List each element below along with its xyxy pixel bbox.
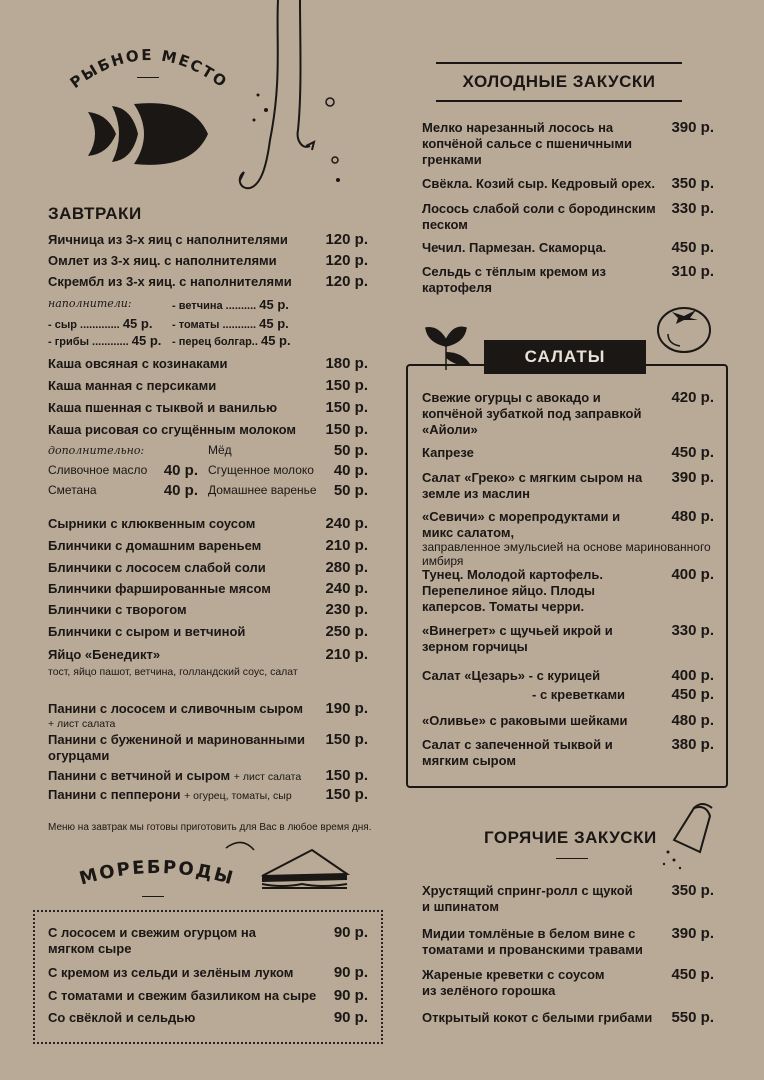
brand-arc-text [64, 36, 234, 96]
menu-item: Скрембл из 3-х яиц. с наполнителями 120 р. [48, 273, 368, 290]
extra-item: Мёд 50 р. [208, 442, 368, 459]
menu-item: Блинчики с сыром и ветчиной 250 р. [48, 623, 368, 640]
menu-item: Мелко нарезанный лосось на копчёной сальсе с пшеничными гренками 390 р. [422, 119, 714, 167]
breakfast-title: ЗАВТРАКИ [48, 204, 142, 223]
menu-item: Салат «Греко» с мягким сыром на земле из маслин 390 р. [422, 469, 714, 501]
menu-item: Панини с лососем и сливочным сыром 190 р. [48, 700, 368, 717]
menu-item: Салат с запеченной тыквой и мягким сыром 380 р. [422, 736, 714, 768]
salads-title: САЛАТЫ [524, 347, 606, 366]
menu-item: Панини с бужениной и маринованными огурцами 150 р. [48, 731, 368, 763]
extra-item: Сгущенное молоко 40 р. [208, 462, 368, 479]
menu-item: С лососем и свежим огурцом на мягком сыре 90 р. [48, 924, 368, 956]
cold-title-box [436, 62, 682, 102]
menu-item: Открытый кокот с белыми грибами 550 р. [422, 1009, 714, 1026]
menu-item: - с креветками 450 р. [532, 686, 714, 703]
menu-item: Яйцо «Бенедикт» 210 р. [48, 646, 368, 663]
menu-item: Со свёклой и сельдью 90 р. [48, 1009, 368, 1026]
menu-item: «Винегрет» с щучьей икрой и зерном горчицы 330 р. [422, 622, 714, 654]
menu-item: Блинчики с творогом 230 р. [48, 601, 368, 618]
logo-divider [137, 77, 159, 78]
menu-item: Блинчики фаршированные мясом 240 р. [48, 580, 368, 597]
extra-item: Сливочное масло 40 р. [48, 462, 198, 479]
menu-item: «Оливье» с раковыми шейками 480 р. [422, 712, 714, 729]
menu-item: Блинчики с лососем слабой соли 280 р. [48, 559, 368, 576]
menu-item: Яичница из 3-х яиц с наполнителями 120 р. [48, 231, 368, 248]
cold-title: ХОЛОДНЫЕ ЗАКУСКИ [462, 72, 656, 91]
item-description: заправленное эмульсией на основе маринованного имбиря [422, 540, 711, 568]
menu-item: Свежие огурцы с авокадо и копчёной зубаткой под заправкой «Айоли» 420 р. [422, 389, 714, 437]
fillings-label: наполнители: [48, 297, 132, 310]
sandwich-icon [222, 836, 352, 896]
item-description: + лист салата [48, 718, 116, 730]
filling-item: - грибы ............ 45 р. [48, 333, 162, 348]
menu-item: Каша овсяная с козинаками 180 р. [48, 355, 368, 372]
svg-text:РЫБНОЕ МЕСТО: РЫБНОЕ МЕСТО [66, 45, 232, 92]
menu-item: Каша рисовая со сгущённым молоком 150 р. [48, 421, 368, 438]
item-description: тост, яйцо пашот, ветчина, голландский соус, салат [48, 666, 298, 678]
menu-item: «Севичи» с морепродуктами и микс салатом, 480 р. [422, 508, 714, 540]
fish-logo-icon [82, 98, 212, 170]
extras-label: дополнительно: [48, 444, 145, 457]
menu-item: Тунец. Молодой картофель. Перепелиное яйцо. Плоды каперсов. Томаты черри. 400 р. [422, 566, 714, 614]
menu-item: Омлет из 3-х яиц. с наполнителями 120 р. [48, 252, 368, 269]
menu-item: Жареные креветки с соусом из зелёного горошка 450 р. [422, 966, 714, 998]
breakfast-note: Меню на завтрак мы готовы приготовить для Вас в любое время дня. [48, 822, 372, 833]
svg-text:МОРЕБРОДЫ: МОРЕБРОДЫ [77, 856, 237, 890]
fishing-hook-illustration [230, 0, 350, 215]
filling-item: - сыр ............. 45 р. [48, 316, 153, 331]
menu-item: Панини с пепперони + огурец, томаты, сыр 150 р. [48, 786, 368, 803]
extra-item: Домашнее варенье 50 р. [208, 482, 368, 499]
extra-item: Сметана 40 р. [48, 482, 198, 499]
menu-item: Хрустящий спринг-ролл с щукой и шпинатом 350 р. [422, 882, 714, 914]
menu-item: Мидии томлёные в белом вине с томатами и прованскими травами 390 р. [422, 925, 714, 957]
hot-divider [556, 858, 588, 859]
menu-item: Чечил. Пармезан. Скаморца. 450 р. [422, 239, 714, 256]
menu-item: Каша пшенная с тыквой и ванилью 150 р. [48, 399, 368, 416]
filling-item: - перец болгар.. 45 р. [172, 333, 291, 348]
hot-title: ГОРЯЧИЕ ЗАКУСКИ [484, 828, 657, 847]
filling-item: - томаты ........... 45 р. [172, 316, 289, 331]
filling-item: - ветчина .......... 45 р. [172, 297, 289, 312]
menu-item: Свёкла. Козий сыр. Кедровый орех. 350 р. [422, 175, 714, 192]
menu-item: Блинчики с домашним вареньем 210 р. [48, 537, 368, 554]
menu-item: Салат «Цезарь» - с курицей 400 р. [422, 667, 714, 684]
salads-banner [484, 340, 646, 374]
sandwiches-arc-title [72, 846, 242, 892]
menu-item: Каша манная с персиками 150 р. [48, 377, 368, 394]
menu-item: С томатами и свежим базиликом на сыре 90 р. [48, 987, 368, 1004]
menu-item: Капрезе 450 р. [422, 444, 714, 461]
tomato-icon [654, 300, 714, 354]
menu-item: Сельдь с тёплым кремом из картофеля 310 р. [422, 263, 714, 295]
menu-item: Сырники с клюквенным соусом 240 р. [48, 515, 368, 532]
menu-item: Панини с ветчиной и сыром + лист салата 150 р. [48, 767, 368, 784]
menu-item: Лосось слабой соли с бородинским песком 330 р. [422, 200, 714, 232]
menu-item: С кремом из сельди и зелёным луком 90 р. [48, 964, 368, 981]
salt-shaker-icon [660, 800, 720, 874]
sandwiches-divider [142, 896, 164, 897]
